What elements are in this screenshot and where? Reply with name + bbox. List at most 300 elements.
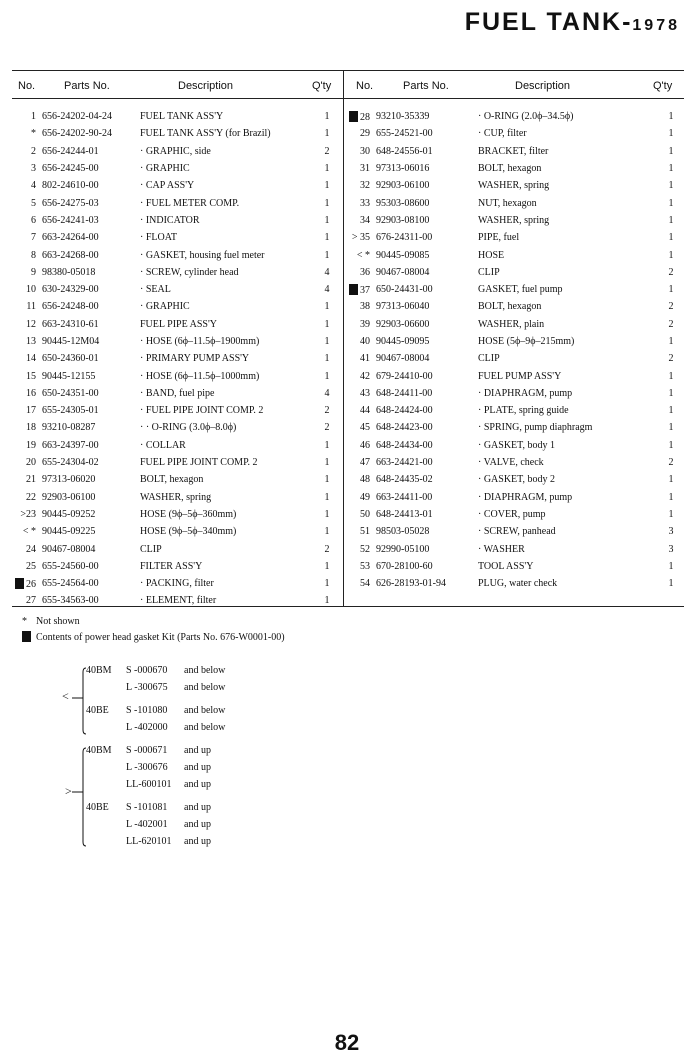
part-number: 655-24564-00: [42, 578, 99, 590]
part-no-ref: 8: [31, 249, 36, 261]
serial-model: 40BE: [86, 802, 109, 813]
table-row: [8, 333, 336, 350]
part-qty: 1: [668, 128, 674, 140]
part-qty: 3: [668, 526, 674, 538]
part-qty: 1: [668, 111, 674, 123]
part-number: 679-24410-00: [376, 370, 433, 382]
part-description: · FUEL PIPE JOINT COMP. 2: [140, 405, 264, 417]
part-number: 802-24610-00: [42, 180, 99, 192]
table-row: [8, 108, 336, 125]
part-number: 656-24275-03: [42, 197, 99, 209]
serial-number: S -000671: [126, 745, 168, 756]
part-number: 648-24423-00: [376, 422, 433, 434]
part-number: 650-24351-00: [42, 387, 99, 399]
part-description: · SCREW, panhead: [478, 526, 556, 538]
serial-number: S -101081: [126, 802, 168, 813]
part-qty: 1: [668, 422, 674, 434]
part-qty: 4: [324, 284, 330, 296]
table-row: [8, 489, 336, 506]
part-no-ref: 12: [26, 318, 36, 330]
part-qty: 4: [324, 266, 330, 278]
part-qty: 2: [668, 301, 674, 313]
page-title: [465, 8, 680, 37]
serial-model: 40BM: [86, 745, 112, 756]
table-row: [8, 125, 336, 142]
table-row: [8, 471, 336, 488]
part-description: · GRAPHIC: [140, 301, 190, 313]
serial-note: and up: [184, 836, 211, 847]
part-number: 93210-35339: [376, 111, 430, 123]
serial-row: [86, 799, 211, 816]
kit-square-icon: [22, 631, 31, 642]
part-number: 650-24431-00: [376, 284, 433, 296]
part-description: FUEL TANK ASS'Y (for Brazil): [140, 128, 271, 140]
part-number: 97313-06016: [376, 163, 430, 175]
table-row: [348, 419, 692, 436]
part-description: · HOSE (6ϕ–11.5ϕ–1900mm): [140, 336, 260, 347]
header-no-right: No.: [356, 80, 374, 92]
serial-row: [86, 742, 211, 759]
column-divider: [343, 70, 344, 607]
part-qty: 1: [324, 474, 330, 486]
part-number: 97313-06040: [376, 301, 430, 313]
part-no-ref: 38: [360, 301, 370, 313]
part-description: · GASKET, housing fuel meter: [140, 249, 265, 261]
part-no-ref: 20: [26, 457, 36, 469]
part-qty: 1: [668, 560, 674, 572]
part-number: 656-24244-01: [42, 145, 99, 157]
serial-row: [86, 759, 211, 776]
part-qty: 1: [324, 370, 330, 382]
part-qty: 2: [324, 145, 330, 157]
part-description: HOSE (9ϕ–5ϕ–360mm): [140, 508, 237, 520]
header-parts-no-left: Parts No.: [64, 80, 110, 92]
serial-note: and up: [184, 819, 211, 830]
table-row: [348, 454, 692, 471]
part-description: HOSE (9ϕ–5ϕ–340mm): [140, 526, 237, 538]
part-number: 655-34563-00: [42, 595, 99, 607]
part-qty: 1: [668, 491, 674, 503]
part-no-ref: 40: [360, 336, 370, 347]
serial-note: and below: [184, 722, 226, 733]
table-row: [8, 402, 336, 419]
serial-number: S -000670: [126, 665, 168, 676]
part-description: FUEL PIPE ASS'Y: [140, 318, 218, 330]
part-no-ref: 47: [360, 457, 370, 469]
table-row: [348, 471, 692, 488]
part-description: WASHER, spring: [478, 214, 550, 226]
table-row: [8, 558, 336, 575]
table-row: [8, 419, 336, 436]
part-description: WASHER, plain: [478, 318, 545, 330]
part-number: 92990-05100: [376, 543, 430, 555]
header-bottom-rule: [12, 98, 684, 99]
table-row: [348, 160, 692, 177]
part-description: · FLOAT: [140, 232, 177, 244]
serial-number: L -402001: [126, 819, 168, 830]
part-description: CLIP: [478, 266, 500, 278]
table-row: [348, 385, 692, 402]
part-no-ref: 30: [360, 145, 370, 157]
part-number: 655-24304-02: [42, 457, 99, 469]
table-row: [8, 575, 336, 592]
table-row: [8, 143, 336, 160]
part-number: 90445-09085: [376, 249, 430, 261]
part-description: HOSE (5ϕ–9ϕ–215mm): [478, 336, 575, 347]
note-gasket-kit: Contents of power head gasket Kit (Parts No. 676-W0001-00): [22, 630, 285, 646]
part-description: WASHER, spring: [478, 180, 550, 192]
part-no-ref: 32: [360, 180, 370, 192]
part-qty: 4: [324, 387, 330, 399]
table-row: [348, 489, 692, 506]
serial-row: [86, 816, 211, 833]
part-no-ref: < *: [356, 249, 370, 261]
part-number: 648-24424-00: [376, 405, 433, 417]
part-description: CLIP: [478, 353, 500, 365]
part-no-ref: 29: [360, 128, 370, 140]
part-no-ref: 16: [26, 387, 36, 399]
part-no-ref: 3: [31, 163, 36, 175]
part-qty: 1: [668, 336, 674, 347]
header-description-left: Description: [178, 80, 234, 92]
part-no-ref: 4: [31, 180, 36, 192]
part-number: 92903-08100: [376, 214, 430, 226]
header-no-left: No.: [18, 80, 36, 92]
part-qty: 2: [324, 422, 330, 434]
table-row: [348, 558, 692, 575]
part-qty: 1: [668, 214, 674, 226]
part-no-ref: 48: [360, 474, 370, 486]
table-row: [8, 350, 336, 367]
part-no-ref: 17: [26, 405, 36, 417]
table-row: [8, 281, 336, 298]
part-qty: 1: [668, 405, 674, 417]
part-number: 97313-06020: [42, 474, 96, 486]
part-qty: 1: [668, 163, 674, 175]
part-qty: 1: [324, 128, 330, 140]
part-no-ref: 33: [360, 197, 370, 209]
table-row: [348, 540, 692, 557]
serial-number: L -402000: [126, 722, 168, 733]
part-number: 630-24329-00: [42, 284, 99, 296]
part-no-ref: 2: [31, 145, 36, 157]
serial-note: and up: [184, 802, 211, 813]
part-qty: 1: [324, 526, 330, 538]
part-description: · FUEL METER COMP.: [140, 197, 240, 209]
table-row: [348, 264, 692, 281]
part-no-ref: 41: [360, 353, 370, 365]
part-no-ref: 25: [26, 560, 36, 572]
part-qty: 2: [668, 457, 674, 469]
kit-square-icon: [349, 111, 358, 122]
part-qty: 2: [324, 405, 330, 417]
serial-row: [86, 833, 211, 850]
part-qty: 1: [668, 439, 674, 451]
kit-square-icon: [349, 284, 358, 295]
part-description: · SPRING, pump diaphragm: [478, 422, 593, 434]
serial-note: and below: [184, 665, 226, 676]
part-no-ref: 37: [348, 281, 376, 298]
part-number: 655-24560-00: [42, 560, 99, 572]
part-no-ref: 22: [26, 491, 36, 503]
table-row: [348, 367, 692, 384]
part-qty: 2: [668, 353, 674, 365]
part-qty: 1: [324, 578, 330, 590]
part-number: 663-24264-00: [42, 232, 99, 244]
part-qty: 2: [668, 266, 674, 278]
serial-model: 40BE: [86, 705, 109, 716]
part-number: 95303-08600: [376, 197, 430, 209]
part-qty: 2: [324, 543, 330, 555]
part-description: FUEL TANK ASS'Y: [140, 111, 224, 123]
part-no-ref: >23: [20, 508, 36, 520]
part-qty: 1: [324, 180, 330, 192]
part-no-ref: 51: [360, 526, 370, 538]
serial-note: and up: [184, 779, 211, 790]
part-no-ref: 5: [31, 197, 36, 209]
table-row: [348, 523, 692, 540]
part-number: 90467-08004: [376, 353, 430, 365]
part-number: 663-24421-00: [376, 457, 433, 469]
part-description: FUEL PUMP ASS'Y: [478, 370, 562, 382]
title-year: 1978: [632, 17, 680, 34]
part-number: 655-24305-01: [42, 405, 99, 417]
table-row: [8, 540, 336, 557]
part-number: 90467-08004: [42, 543, 96, 555]
arrow-less-icon: <: [62, 689, 69, 703]
part-qty: 1: [324, 197, 330, 209]
part-description: · VALVE, check: [478, 457, 544, 469]
header-description-right: Description: [515, 80, 571, 92]
part-no-ref: 1: [31, 111, 36, 123]
part-description: · GRAPHIC, side: [140, 145, 211, 157]
part-no-ref: *: [31, 128, 36, 140]
part-description: · BAND, fuel pipe: [140, 387, 215, 399]
part-no-ref: 13: [26, 336, 36, 347]
part-description: · SCREW, cylinder head: [140, 266, 239, 278]
part-no-ref: 21: [26, 474, 36, 486]
table-row: [8, 437, 336, 454]
part-no-ref: 42: [360, 370, 370, 382]
parts-table-right: [348, 108, 692, 592]
part-no-ref: 28: [348, 108, 376, 125]
part-qty: 1: [668, 197, 674, 209]
table-row: [348, 194, 692, 211]
note-not-shown: * Not shown: [22, 614, 285, 630]
serial-note: and up: [184, 745, 211, 756]
part-description: · COLLAR: [140, 439, 186, 451]
part-qty: 2: [668, 318, 674, 330]
part-number: 648-24435-02: [376, 474, 433, 486]
part-number: 663-24411-00: [376, 491, 433, 503]
table-row: [348, 229, 692, 246]
part-no-ref: 45: [360, 422, 370, 434]
part-description: BOLT, hexagon: [478, 163, 542, 175]
part-description: BOLT, hexagon: [478, 301, 542, 313]
table-row: [348, 212, 692, 229]
part-no-ref: 31: [360, 163, 370, 175]
part-description: CLIP: [140, 543, 162, 555]
header-qty-right: Q'ty: [653, 80, 673, 92]
asterisk-icon: *: [22, 616, 27, 627]
part-no-ref: 46: [360, 439, 370, 451]
part-number: 626-28193-01-94: [376, 578, 446, 590]
part-number: 648-24413-01: [376, 508, 433, 520]
part-description: TOOL ASS'Y: [478, 560, 534, 572]
part-description: FUEL PIPE JOINT COMP. 2: [140, 457, 258, 469]
part-number: 676-24311-00: [376, 232, 433, 244]
serial-group-below: [86, 662, 225, 736]
part-qty: 1: [324, 560, 330, 572]
serial-group-up: [86, 742, 211, 850]
part-qty: 1: [668, 387, 674, 399]
table-row: [348, 437, 692, 454]
part-qty: 1: [668, 232, 674, 244]
part-description: · GASKET, body 2: [478, 474, 556, 486]
serial-row: [86, 702, 225, 719]
parts-table-left: [8, 108, 336, 610]
part-description: · PACKING, filter: [140, 578, 214, 590]
part-description: HOSE: [478, 249, 505, 261]
part-no-ref: 36: [360, 266, 370, 278]
part-no-ref: 11: [26, 301, 36, 313]
table-row: [348, 575, 692, 592]
part-number: 98503-05028: [376, 526, 430, 538]
part-number: 648-24434-00: [376, 439, 433, 451]
part-no-ref: > 35: [351, 232, 370, 244]
part-description: · GRAPHIC: [140, 163, 190, 175]
part-number: 90445-12M04: [42, 336, 100, 347]
part-qty: 1: [324, 318, 330, 330]
part-description: · · O-RING (3.0ϕ–8.0ϕ): [140, 422, 237, 434]
part-number: 90445-09095: [376, 336, 430, 347]
part-number: 655-24521-00: [376, 128, 433, 140]
part-qty: 1: [668, 578, 674, 590]
table-row: [8, 385, 336, 402]
part-no-ref: 39: [360, 318, 370, 330]
part-no-ref: 18: [26, 422, 36, 434]
part-description: NUT, hexagon: [478, 197, 537, 209]
part-number: 90445-12155: [42, 370, 96, 382]
part-qty: 1: [324, 491, 330, 503]
table-row: [8, 177, 336, 194]
serial-number: S -101080: [126, 705, 168, 716]
serial-number: LL-600101: [126, 779, 172, 790]
part-qty: 1: [668, 180, 674, 192]
table-row: [348, 125, 692, 142]
serial-row: [86, 679, 225, 696]
part-number: 90467-08004: [376, 266, 430, 278]
part-description: WASHER, spring: [140, 491, 212, 503]
table-row: [348, 333, 692, 350]
part-no-ref: 44: [360, 405, 370, 417]
part-qty: 1: [324, 457, 330, 469]
part-qty: 1: [324, 336, 330, 347]
serial-row: [86, 662, 225, 679]
part-number: 663-24268-00: [42, 249, 99, 261]
part-number: 92903-06100: [376, 180, 430, 192]
table-row: [8, 264, 336, 281]
part-description: BOLT, hexagon: [140, 474, 204, 486]
part-number: 90445-09252: [42, 508, 96, 520]
table-row: [348, 143, 692, 160]
part-number: 92903-06600: [376, 318, 430, 330]
arrow-greater-icon: >: [65, 784, 72, 798]
part-description: · PLATE, spring guide: [478, 405, 569, 417]
part-no-ref: 9: [31, 266, 36, 278]
header-qty-left: Q'ty: [312, 80, 332, 92]
table-row: [8, 194, 336, 211]
part-qty: 1: [324, 595, 330, 607]
table-row: [8, 592, 336, 609]
part-no-ref: 14: [26, 353, 36, 365]
part-qty: 1: [668, 370, 674, 382]
part-no-ref: 49: [360, 491, 370, 503]
serial-note: and up: [184, 762, 211, 773]
part-qty: 1: [324, 353, 330, 365]
table-row: [348, 177, 692, 194]
part-description: · HOSE (6ϕ–11.5ϕ–1000mm): [140, 370, 260, 382]
part-number: 650-24360-01: [42, 353, 99, 365]
kit-square-icon: [15, 578, 24, 589]
part-description: · COVER, pump: [478, 508, 546, 520]
part-description: FILTER ASS'Y: [140, 560, 203, 572]
part-description: PIPE, fuel: [478, 232, 520, 244]
table-row: [8, 160, 336, 177]
part-no-ref: 10: [26, 284, 36, 296]
part-qty: 1: [668, 474, 674, 486]
part-description: · O-RING (2.0ϕ–34.5ϕ): [478, 111, 574, 123]
part-qty: 1: [324, 249, 330, 261]
serial-number: LL-620101: [126, 836, 172, 847]
part-number: 656-24245-00: [42, 163, 99, 175]
part-number: 670-28100-60: [376, 560, 433, 572]
part-description: GASKET, fuel pump: [478, 284, 563, 296]
part-qty: 1: [324, 232, 330, 244]
title-main: FUEL TANK-: [464, 8, 633, 36]
table-row: [348, 108, 692, 125]
table-row: [8, 298, 336, 315]
part-description: · INDICATOR: [140, 214, 200, 226]
table-row: [8, 523, 336, 540]
notes: [22, 614, 285, 646]
part-number: 656-24248-00: [42, 301, 99, 313]
part-number: 656-24202-04-24: [42, 111, 112, 123]
part-no-ref: 6: [31, 214, 36, 226]
part-qty: 1: [324, 163, 330, 175]
part-no-ref: 15: [26, 370, 36, 382]
part-number: 648-24411-00: [376, 387, 433, 399]
part-no-ref: 19: [26, 439, 36, 451]
part-description: · SEAL: [140, 284, 171, 296]
table-row: [348, 281, 692, 298]
part-description: · DIAPHRAGM, pump: [478, 387, 573, 399]
part-qty: 1: [668, 284, 674, 296]
part-no-ref: 43: [360, 387, 370, 399]
serial-note: and below: [184, 682, 226, 693]
serial-row: [86, 776, 211, 793]
part-number: 663-24310-61: [42, 318, 99, 330]
table-row: [8, 212, 336, 229]
part-no-ref: 53: [360, 560, 370, 572]
table-row: [8, 246, 336, 263]
part-description: PLUG, water check: [478, 578, 558, 590]
part-number: 648-24556-01: [376, 145, 433, 157]
serial-note: and below: [184, 705, 226, 716]
table-row: [8, 229, 336, 246]
part-qty: 1: [668, 145, 674, 157]
part-no-ref: 50: [360, 508, 370, 520]
